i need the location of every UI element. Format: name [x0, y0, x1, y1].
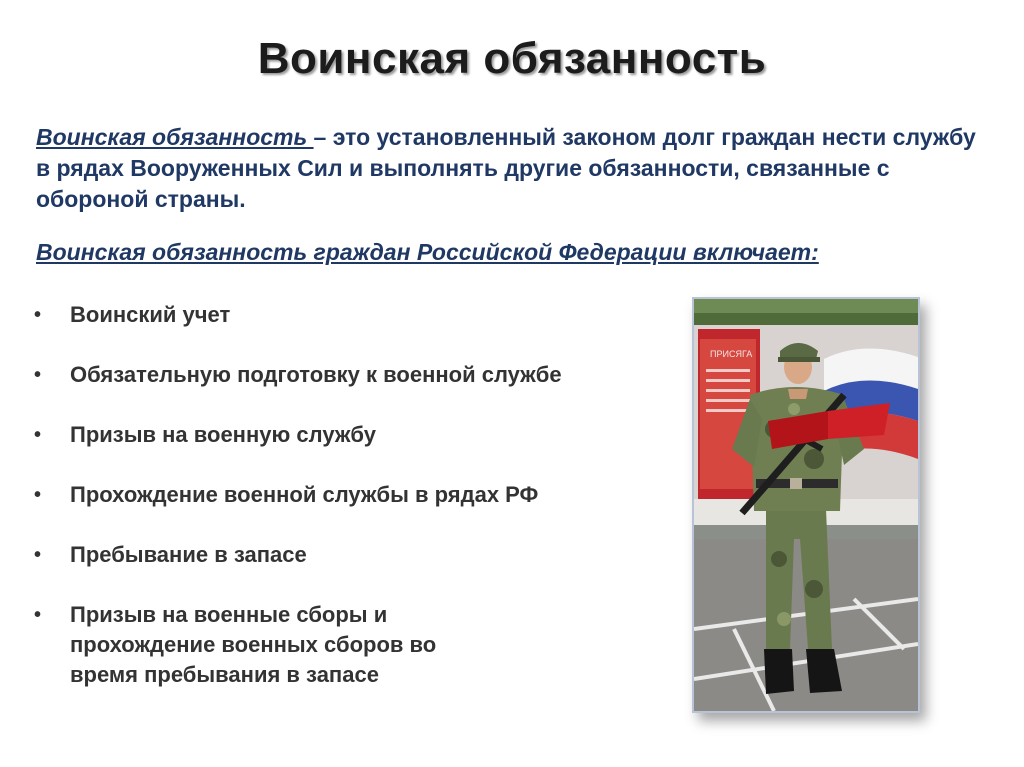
list-item-text: Обязательную подготовку к военной службе: [70, 362, 562, 387]
bullet-icon: •: [34, 424, 42, 446]
bullet-icon: •: [34, 364, 42, 386]
slide-title: Воинская обязанность: [257, 34, 767, 83]
bullet-icon: •: [34, 604, 42, 626]
soldier-photo: [692, 297, 920, 713]
banner-text: ПРИСЯГА: [710, 349, 753, 359]
duties-list: [28, 300, 628, 690]
list-item-text: Призыв на военные сборы и прохождение военных сборов во время пребывания в запасе: [70, 602, 437, 687]
list-item: [28, 300, 628, 330]
list-item-text: Пребывание в запасе: [70, 542, 307, 567]
list-item: [28, 420, 628, 450]
bullet-icon: •: [34, 484, 42, 506]
list-item: [28, 600, 510, 690]
list-item: [28, 480, 600, 510]
list-item-text: Воинский учет: [70, 302, 231, 327]
list-item: [28, 540, 628, 570]
bullet-icon: •: [34, 544, 42, 566]
list-item-text: Прохождение военной службы в рядах РФ: [70, 482, 539, 507]
bullet-icon: •: [34, 304, 42, 326]
definition-paragraph: [36, 122, 986, 215]
list-item-text: Призыв на военную службу: [70, 422, 376, 447]
definition-text: – это установленный законом долг граждан нести службу в рядах Вооруженных Сил и выполнять другие обязанности, связанные с обороной страны.: [36, 124, 976, 212]
list-heading: Воинская обязанность граждан Российской Федерации включает:: [36, 239, 819, 265]
list-item: [28, 360, 570, 390]
definition-term: Воинская обязанность: [36, 124, 314, 150]
soldier-illustration: [694, 299, 918, 711]
